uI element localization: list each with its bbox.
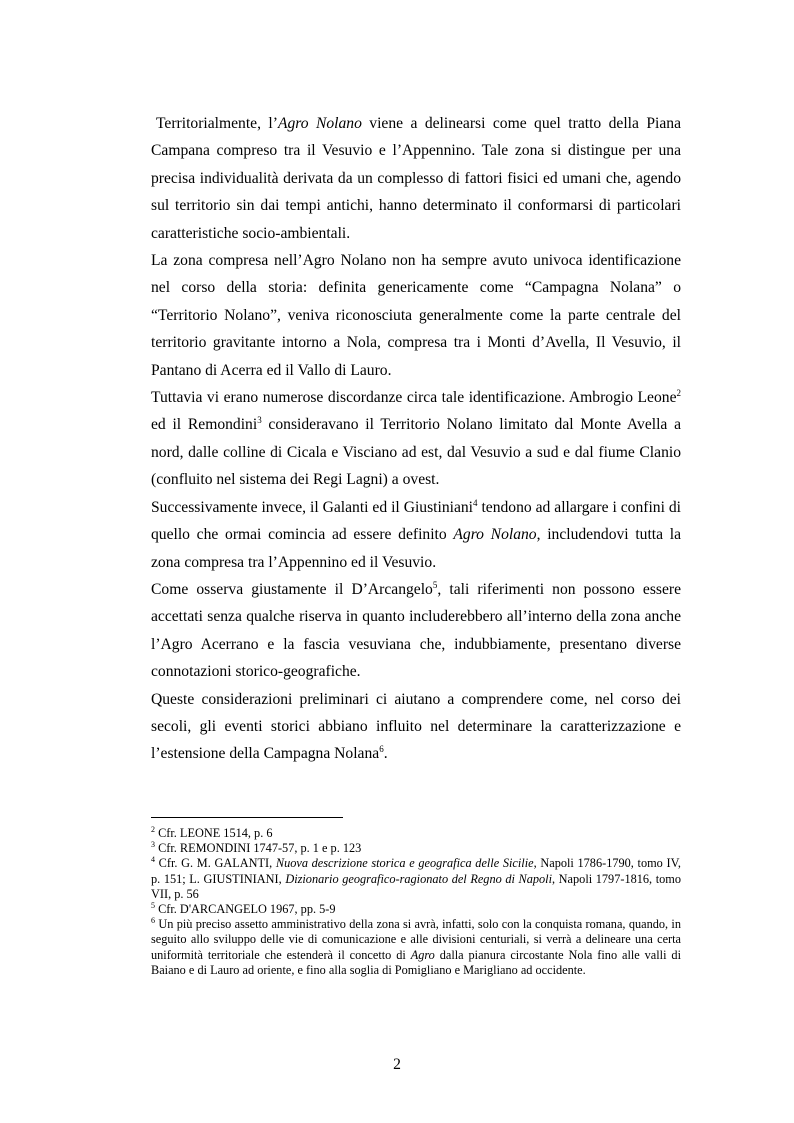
footnote-ref-3[interactable]: 3 (257, 415, 262, 426)
text-span: tendono ad allargare i confini di quello che ormai comincia ad essere definito (151, 498, 681, 544)
footnote-number: 6 (151, 916, 155, 926)
footnote-ref-6[interactable]: 6 (379, 744, 384, 755)
footnote-2 (151, 826, 681, 841)
footnote-text: , Napoli 1797-1816, tomo VII, p. 56 (151, 871, 681, 901)
paragraph-4 (151, 494, 681, 576)
paragraph-6 (151, 686, 681, 768)
text-span: Come osserva giustamente il D’Arcangelo (151, 580, 433, 598)
footnote-text: Cfr. REMONDINI 1747-57, p. 1 e p. 123 (155, 841, 362, 856)
footnote-text: Un più preciso assetto amministrativo della zona si avrà, infatti, solo con la conquista romana, quando, in seguito allo sviluppo delle vie di comunicazione e alle divisioni centuriali, si verrà a delineare una certa uniformità territoriale che estenderà il concetto di (151, 917, 681, 962)
footnote-text: Cfr. LEONE 1514, p. 6 (155, 826, 273, 840)
text-span: , includendovi tutta la zona compresa tra l’Appennino ed il Vesuvio. (151, 526, 681, 571)
text-span: ed il Remondini (151, 416, 258, 434)
page-number: 2 (393, 1056, 401, 1073)
footnote-text: , Napoli 1786-1790, tomo IV, p. 151; L. GIUSTINIANI, (151, 856, 681, 886)
paragraph-2: La zona compresa nell’Agro Nolano non ha sempre avuto univoca identificazione nel corso della storia: definita genericamente come “Campagna Nolana” o “Territorio Nolano”, veniva riconosciuta generalmente come la parte centrale del territorio gravitante intorno a Nola, compresa tra i Monti d’Avella, Il Vesuvio, il Pantano di Acerra ed il Vallo di Lauro. (151, 252, 681, 379)
footnote-6 (151, 917, 681, 978)
paragraph-3 (151, 384, 681, 494)
text-span: . (383, 745, 388, 763)
footnote-number: 5 (151, 900, 155, 910)
footnote-title: Nuova descrizione storica e geografica delle Sicilie (275, 856, 534, 871)
text-span: viene a delinearsi come quel tratto della Piana Campana compreso tra il Vesuvio e l’Appennino. Tale zona si distingue per una precisa individualità derivata da un complesso di fattori fisici ed umani che, agendo sul territorio sin dai tempi antichi, hanno determinato il conformarsi di particolari caratteristiche socio-ambientali. (151, 115, 681, 242)
footnote-separator (151, 817, 343, 818)
text-span: , tali riferimenti non possono essere accettati senza qualche riserva in quanto includerebbero all’interno della zona anche l’Agro Acerrano e la fascia vesuviana che, indubbiamente, presentano diverse connotazioni storico-geografiche. (151, 580, 681, 681)
body-text (151, 110, 681, 768)
text-span: Successivamente invece, il Galanti ed il Giustiniani (151, 498, 474, 516)
footnote-number: 4 (151, 855, 155, 865)
text-span: Tuttavia vi erano numerose discordanze circa tale identificazione. Ambrogio Leone (151, 389, 677, 407)
footnote-3 (151, 841, 681, 856)
footnote-5 (151, 902, 681, 917)
paragraph-5 (151, 576, 681, 686)
text-span: consideravano il Territorio Nolano limitato dal Monte Avella a nord, dalle colline di Cicala e Visciano ad est, dal Vesuvio a sud e dal fiume Clanio (confluito nel sistema dei Regi Lagni) a ovest. (151, 416, 682, 489)
text-span: Queste considerazioni preliminari ci aiutano a comprendere come, nel corso dei secoli, gli eventi storici abbiano influito nel determinare la caratterizzazione e l’estensione della Campagna Nolana (151, 690, 681, 763)
footnote-number: 3 (151, 840, 155, 850)
emphasis-agro-nolano: Agro Nolano (453, 526, 537, 544)
footnote-ref-5[interactable]: 5 (432, 579, 438, 590)
text-span: Territorialmente, l’ (156, 115, 278, 132)
footnote-text: Cfr. D'ARCANGELO 1967, pp. 5-9 (155, 902, 336, 917)
footnote-title: Dizionario geografico-ragionato del Regno di Napoli (285, 871, 552, 886)
footnote-ref-2[interactable]: 2 (676, 387, 681, 398)
footnotes (151, 826, 681, 978)
footnote-ref-4[interactable]: 4 (473, 497, 478, 508)
footnote-number: 2 (151, 824, 155, 834)
footnote-4 (151, 856, 681, 902)
footnote-emphasis: Agro (410, 947, 435, 962)
footnote-text: dalla pianura circostante Nola fino alle valli di Baiano e di Lauro ad oriente, e fino alla soglia di Pomigliano e Marigliano ad occidente. (151, 947, 681, 977)
footnote-text: Cfr. G. M. GALANTI, (155, 856, 276, 871)
emphasis-agro-nolano: Agro Nolano (277, 115, 362, 132)
paragraph-1 (151, 110, 681, 247)
